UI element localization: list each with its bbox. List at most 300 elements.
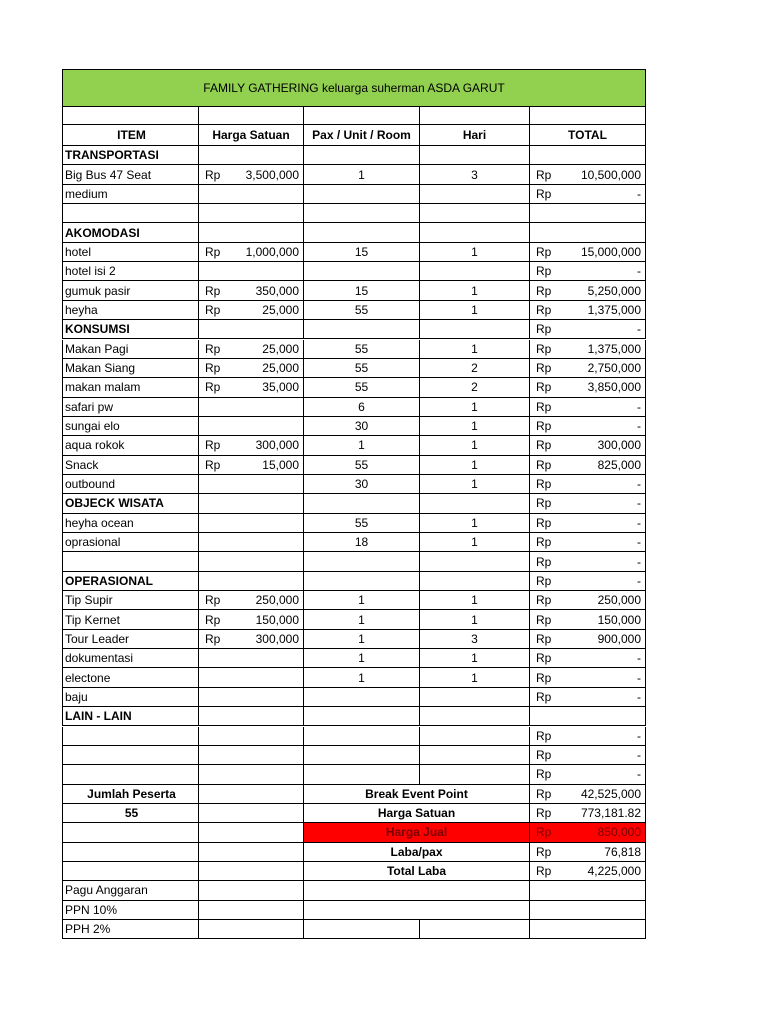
days-cell[interactable]: 1 <box>420 281 530 300</box>
empty-cell[interactable] <box>199 901 304 920</box>
header-cell[interactable]: TOTAL <box>530 125 646 146</box>
item-cell[interactable]: Tour Leader <box>62 630 199 649</box>
table-row <box>62 301 646 320</box>
total-cell[interactable] <box>530 552 646 571</box>
unit-price: 3,500,000 <box>245 167 299 182</box>
summary-value-cell[interactable] <box>530 804 646 823</box>
pax-cell[interactable] <box>304 185 420 204</box>
price-cell[interactable] <box>199 475 304 494</box>
footer-row <box>62 920 646 939</box>
table-row <box>62 668 646 687</box>
empty-cell[interactable] <box>530 881 646 900</box>
empty-cell[interactable] <box>530 107 646 125</box>
item-cell[interactable] <box>62 765 199 784</box>
price-cell[interactable] <box>199 707 304 726</box>
pax-cell[interactable] <box>304 707 420 726</box>
header-row <box>62 125 646 146</box>
currency-label: Rp <box>205 244 221 259</box>
currency-label: Rp <box>536 419 552 434</box>
total-cell[interactable] <box>530 591 646 610</box>
days-cell[interactable]: 1 <box>420 301 530 320</box>
currency-label: Rp <box>536 341 552 356</box>
pax-cell[interactable]: 1 <box>304 165 420 184</box>
days-cell[interactable]: 1 <box>420 398 530 417</box>
item-cell[interactable] <box>62 746 199 765</box>
summary-value-cell[interactable] <box>530 823 646 842</box>
item-cell[interactable]: Makan Siang <box>62 359 199 378</box>
item-cell[interactable]: LAIN - LAIN <box>62 707 199 726</box>
item-cell[interactable]: Tip Kernet <box>62 610 199 629</box>
days-cell[interactable] <box>420 204 530 223</box>
currency-label: Rp <box>205 457 221 472</box>
total-cell[interactable] <box>530 378 646 397</box>
pax-cell[interactable] <box>304 146 420 165</box>
days-cell[interactable]: 1 <box>420 243 530 262</box>
price-cell[interactable] <box>199 340 304 359</box>
price-cell[interactable] <box>199 552 304 571</box>
table-row <box>62 765 646 784</box>
empty-cell[interactable] <box>420 107 530 125</box>
total-value: 150,000 <box>597 612 641 627</box>
unit-price: 250,000 <box>255 593 299 608</box>
total-cell[interactable] <box>530 301 646 320</box>
days-cell[interactable]: 1 <box>420 649 530 668</box>
pax-cell[interactable]: 55 <box>304 514 420 533</box>
item-cell[interactable]: dokumentasi <box>62 649 199 668</box>
currency-label: Rp <box>536 302 552 317</box>
item-cell[interactable]: TRANSPORTASI <box>62 146 199 165</box>
pax-cell[interactable]: 6 <box>304 398 420 417</box>
currency-label: Rp <box>536 167 552 182</box>
header-cell[interactable]: Pax / Unit / Room <box>304 125 420 146</box>
total-cell[interactable] <box>530 340 646 359</box>
item-cell[interactable]: medium <box>62 185 199 204</box>
days-cell[interactable]: 1 <box>420 436 530 455</box>
summary-value-cell[interactable] <box>530 843 646 862</box>
total-cell[interactable] <box>530 688 646 707</box>
footer-label[interactable]: PPH 2% <box>62 920 199 939</box>
pax-cell[interactable] <box>304 688 420 707</box>
total-cell[interactable] <box>530 398 646 417</box>
empty-cell[interactable] <box>304 920 420 939</box>
days-cell[interactable] <box>420 223 530 242</box>
price-cell[interactable] <box>199 630 304 649</box>
pax-cell[interactable]: 55 <box>304 301 420 320</box>
total-value: 3,850,000 <box>587 380 641 395</box>
pax-cell[interactable]: 1 <box>304 610 420 629</box>
currency-label: Rp <box>536 728 552 743</box>
price-cell[interactable] <box>199 223 304 242</box>
days-cell[interactable]: 1 <box>420 668 530 687</box>
summary-row <box>62 862 646 881</box>
sheet-title: FAMILY GATHERING keluarga suherman ASDA GARUT <box>62 69 646 107</box>
days-cell[interactable] <box>420 746 530 765</box>
empty-cell[interactable] <box>199 920 304 939</box>
days-cell[interactable] <box>420 494 530 513</box>
total-cell[interactable] <box>530 436 646 455</box>
total-value: - <box>637 670 641 685</box>
item-cell[interactable]: hotel isi 2 <box>62 262 199 281</box>
price-cell[interactable] <box>199 281 304 300</box>
price-cell[interactable] <box>199 688 304 707</box>
total-cell[interactable] <box>530 243 646 262</box>
pax-cell[interactable] <box>304 552 420 571</box>
pax-cell[interactable] <box>304 262 420 281</box>
empty-cell[interactable] <box>62 823 199 842</box>
table-row <box>62 475 646 494</box>
footer-label[interactable]: PPN 10% <box>62 901 199 920</box>
item-cell[interactable]: gumuk pasir <box>62 281 199 300</box>
price-cell[interactable] <box>199 262 304 281</box>
header-cell[interactable]: Harga Satuan <box>199 125 304 146</box>
total-value: - <box>637 651 641 666</box>
empty-cell[interactable] <box>304 107 420 125</box>
item-cell[interactable]: hotel <box>62 243 199 262</box>
total-value: - <box>637 767 641 782</box>
table-row <box>62 649 646 668</box>
total-cell[interactable] <box>530 320 646 339</box>
currency-label: Rp <box>536 438 552 453</box>
pax-cell[interactable] <box>304 765 420 784</box>
price-cell[interactable] <box>199 359 304 378</box>
days-cell[interactable]: 3 <box>420 630 530 649</box>
days-cell[interactable]: 1 <box>420 533 530 552</box>
total-cell[interactable] <box>530 456 646 475</box>
pax-cell[interactable]: 15 <box>304 281 420 300</box>
item-cell[interactable]: heyha ocean <box>62 514 199 533</box>
item-cell[interactable]: sungai elo <box>62 417 199 436</box>
table-row <box>62 223 646 242</box>
total-cell[interactable] <box>530 668 646 687</box>
days-cell[interactable] <box>420 146 530 165</box>
total-value: 1,375,000 <box>587 341 641 356</box>
summary-value-cell[interactable] <box>530 862 646 881</box>
days-cell[interactable]: 1 <box>420 610 530 629</box>
price-cell[interactable] <box>199 436 304 455</box>
days-cell[interactable] <box>420 707 530 726</box>
total-cell[interactable] <box>530 223 646 242</box>
summary-row <box>62 785 646 804</box>
footer-label[interactable]: Pagu Anggaran <box>62 881 199 900</box>
currency-label: Rp <box>205 380 221 395</box>
pax-cell[interactable]: 55 <box>304 340 420 359</box>
price-cell[interactable] <box>199 146 304 165</box>
table-row <box>62 398 646 417</box>
total-value: 250,000 <box>597 593 641 608</box>
total-value: - <box>637 515 641 530</box>
table-row <box>62 378 646 397</box>
total-value: 10,500,000 <box>580 167 641 182</box>
table-row <box>62 204 646 223</box>
currency-label: Rp <box>536 593 552 608</box>
total-value: - <box>637 554 641 569</box>
total-value: - <box>637 496 641 511</box>
footer-row <box>62 901 646 920</box>
summary-value-cell[interactable] <box>530 785 646 804</box>
currency-label: Rp <box>205 631 221 646</box>
participants-label[interactable]: Jumlah Peserta <box>62 785 199 804</box>
empty-cell[interactable] <box>530 920 646 939</box>
days-cell[interactable]: 1 <box>420 591 530 610</box>
price-cell[interactable] <box>199 765 304 784</box>
currency-label: Rp <box>205 167 221 182</box>
total-cell[interactable] <box>530 572 646 591</box>
total-value: - <box>637 264 641 279</box>
empty-cell[interactable] <box>62 862 199 881</box>
total-cell[interactable] <box>530 746 646 765</box>
summary-label: Laba/pax <box>304 843 530 862</box>
table-row <box>62 436 646 455</box>
currency-label: Rp <box>536 651 552 666</box>
total-cell[interactable] <box>530 165 646 184</box>
unit-price: 25,000 <box>262 361 299 376</box>
table-row <box>62 146 646 165</box>
total-cell[interactable] <box>530 727 646 746</box>
total-cell[interactable] <box>530 204 646 223</box>
total-cell[interactable] <box>530 475 646 494</box>
item-cell[interactable]: Makan Pagi <box>62 340 199 359</box>
currency-label: Rp <box>536 380 552 395</box>
table-row <box>62 494 646 513</box>
days-cell[interactable] <box>420 320 530 339</box>
item-cell[interactable]: Snack <box>62 456 199 475</box>
unit-price: 25,000 <box>262 341 299 356</box>
empty-cell[interactable] <box>199 785 304 804</box>
price-cell[interactable] <box>199 746 304 765</box>
item-cell[interactable]: OPERASIONAL <box>62 572 199 591</box>
summary-label: Total Laba <box>304 862 530 881</box>
item-cell[interactable]: safari pw <box>62 398 199 417</box>
currency-label: Rp <box>205 361 221 376</box>
days-cell[interactable] <box>420 185 530 204</box>
currency-label: Rp <box>536 748 552 763</box>
total-value: 15,000,000 <box>580 244 641 259</box>
days-cell[interactable] <box>420 572 530 591</box>
pax-cell[interactable]: 1 <box>304 591 420 610</box>
summary-value: 773,181.82 <box>580 806 641 821</box>
pax-cell[interactable]: 55 <box>304 456 420 475</box>
summary-label: Harga Jual <box>304 823 530 842</box>
item-cell[interactable]: outbound <box>62 475 199 494</box>
currency-label: Rp <box>536 264 552 279</box>
total-cell[interactable] <box>530 630 646 649</box>
total-cell[interactable] <box>530 417 646 436</box>
currency-label: Rp <box>536 573 552 588</box>
empty-cell[interactable] <box>199 804 304 823</box>
table-row <box>62 359 646 378</box>
item-cell[interactable]: Tip Supir <box>62 591 199 610</box>
pax-cell[interactable]: 55 <box>304 378 420 397</box>
currency-label: Rp <box>536 612 552 627</box>
price-cell[interactable] <box>199 649 304 668</box>
pax-cell[interactable] <box>304 223 420 242</box>
price-cell[interactable] <box>199 301 304 320</box>
pax-cell[interactable]: 1 <box>304 436 420 455</box>
pax-cell[interactable]: 18 <box>304 533 420 552</box>
item-cell[interactable]: Big Bus 47 Seat <box>62 165 199 184</box>
currency-label: Rp <box>205 341 221 356</box>
currency-label: Rp <box>205 302 221 317</box>
unit-price: 1,000,000 <box>245 244 299 259</box>
item-cell[interactable]: electone <box>62 668 199 687</box>
days-cell[interactable] <box>420 727 530 746</box>
total-cell[interactable] <box>530 765 646 784</box>
total-value: - <box>637 419 641 434</box>
summary-label: Break Event Point <box>304 785 530 804</box>
days-cell[interactable]: 1 <box>420 514 530 533</box>
days-cell[interactable]: 3 <box>420 165 530 184</box>
days-cell[interactable]: 1 <box>420 475 530 494</box>
table-row <box>62 591 646 610</box>
pax-cell[interactable] <box>304 572 420 591</box>
empty-cell[interactable] <box>199 107 304 125</box>
currency-label: Rp <box>536 496 552 511</box>
pax-cell[interactable]: 1 <box>304 649 420 668</box>
item-cell[interactable] <box>62 727 199 746</box>
pax-cell[interactable] <box>304 320 420 339</box>
currency-label: Rp <box>205 612 221 627</box>
pax-cell[interactable]: 55 <box>304 359 420 378</box>
price-cell[interactable] <box>199 533 304 552</box>
currency-label: Rp <box>205 593 221 608</box>
empty-cell[interactable] <box>199 881 304 900</box>
total-value: 825,000 <box>597 457 641 472</box>
currency-label: Rp <box>536 283 552 298</box>
item-cell[interactable]: makan malam <box>62 378 199 397</box>
days-cell[interactable]: 2 <box>420 378 530 397</box>
price-cell[interactable] <box>199 185 304 204</box>
header-cell[interactable]: ITEM <box>62 125 199 146</box>
pax-cell[interactable] <box>304 727 420 746</box>
summary-value: 42,525,000 <box>580 786 641 801</box>
price-cell[interactable] <box>199 417 304 436</box>
currency-label: Rp <box>536 554 552 569</box>
item-cell[interactable]: oprasional <box>62 533 199 552</box>
price-cell[interactable] <box>199 727 304 746</box>
currency-label: Rp <box>536 515 552 530</box>
price-cell[interactable] <box>199 668 304 687</box>
total-cell[interactable] <box>530 494 646 513</box>
currency-label: Rp <box>536 844 552 859</box>
empty-cell[interactable] <box>62 843 199 862</box>
price-cell[interactable] <box>199 378 304 397</box>
table-row <box>62 262 646 281</box>
item-cell[interactable]: aqua rokok <box>62 436 199 455</box>
total-value: - <box>637 399 641 414</box>
empty-cell[interactable] <box>62 107 199 125</box>
item-cell[interactable]: AKOMODASI <box>62 223 199 242</box>
footer-row <box>62 881 646 900</box>
spacer-row <box>62 107 646 125</box>
pax-cell[interactable] <box>304 204 420 223</box>
item-cell[interactable] <box>62 204 199 223</box>
total-cell[interactable] <box>530 610 646 629</box>
pax-cell[interactable]: 1 <box>304 668 420 687</box>
empty-cell[interactable] <box>199 823 304 842</box>
pax-cell[interactable]: 30 <box>304 417 420 436</box>
table-row <box>62 533 646 552</box>
item-cell[interactable]: heyha <box>62 301 199 320</box>
days-cell[interactable] <box>420 262 530 281</box>
summary-row <box>62 843 646 862</box>
pax-cell[interactable]: 15 <box>304 243 420 262</box>
pax-cell[interactable]: 30 <box>304 475 420 494</box>
header-cell[interactable]: Hari <box>420 125 530 146</box>
empty-cell[interactable] <box>199 843 304 862</box>
item-cell[interactable]: baju <box>62 688 199 707</box>
days-cell[interactable]: 1 <box>420 417 530 436</box>
days-cell[interactable] <box>420 765 530 784</box>
item-cell[interactable]: OBJECK WISATA <box>62 494 199 513</box>
days-cell[interactable] <box>420 552 530 571</box>
table-row <box>62 281 646 300</box>
pax-cell[interactable] <box>304 746 420 765</box>
pax-cell[interactable] <box>304 494 420 513</box>
total-cell[interactable] <box>530 281 646 300</box>
table-row <box>62 746 646 765</box>
currency-label: Rp <box>536 186 552 201</box>
total-value: 2,750,000 <box>587 361 641 376</box>
participants-value[interactable]: 55 <box>62 804 199 823</box>
total-cell[interactable] <box>530 359 646 378</box>
price-cell[interactable] <box>199 243 304 262</box>
empty-cell[interactable] <box>199 862 304 881</box>
price-cell[interactable] <box>199 165 304 184</box>
price-cell[interactable] <box>199 610 304 629</box>
price-cell[interactable] <box>199 591 304 610</box>
total-cell[interactable] <box>530 707 646 726</box>
empty-cell[interactable] <box>530 901 646 920</box>
currency-label: Rp <box>536 361 552 376</box>
budget-sheet <box>62 69 646 948</box>
summary-value: 76,818 <box>604 844 641 859</box>
days-cell[interactable]: 1 <box>420 456 530 475</box>
empty-cell[interactable] <box>420 920 530 939</box>
table-row <box>62 688 646 707</box>
total-cell[interactable] <box>530 185 646 204</box>
price-cell[interactable] <box>199 494 304 513</box>
total-value: - <box>637 535 641 550</box>
price-cell[interactable] <box>199 514 304 533</box>
pax-cell[interactable]: 1 <box>304 630 420 649</box>
summary-row <box>62 804 646 823</box>
total-value: - <box>637 689 641 704</box>
price-cell[interactable] <box>199 456 304 475</box>
price-cell[interactable] <box>199 204 304 223</box>
total-cell[interactable] <box>530 262 646 281</box>
total-cell[interactable] <box>530 146 646 165</box>
unit-price: 350,000 <box>255 283 299 298</box>
total-value: - <box>637 322 641 337</box>
days-cell[interactable]: 2 <box>420 359 530 378</box>
currency-label: Rp <box>205 438 221 453</box>
total-cell[interactable] <box>530 533 646 552</box>
total-cell[interactable] <box>530 649 646 668</box>
days-cell[interactable]: 1 <box>420 340 530 359</box>
table-row <box>62 727 646 746</box>
currency-label: Rp <box>536 786 552 801</box>
price-cell[interactable] <box>199 320 304 339</box>
days-cell[interactable] <box>420 688 530 707</box>
total-value: - <box>637 477 641 492</box>
total-cell[interactable] <box>530 514 646 533</box>
item-cell[interactable]: KONSUMSI <box>62 320 199 339</box>
price-cell[interactable] <box>199 572 304 591</box>
item-cell[interactable] <box>62 552 199 571</box>
price-cell[interactable] <box>199 398 304 417</box>
currency-label: Rp <box>536 631 552 646</box>
table-row <box>62 340 646 359</box>
